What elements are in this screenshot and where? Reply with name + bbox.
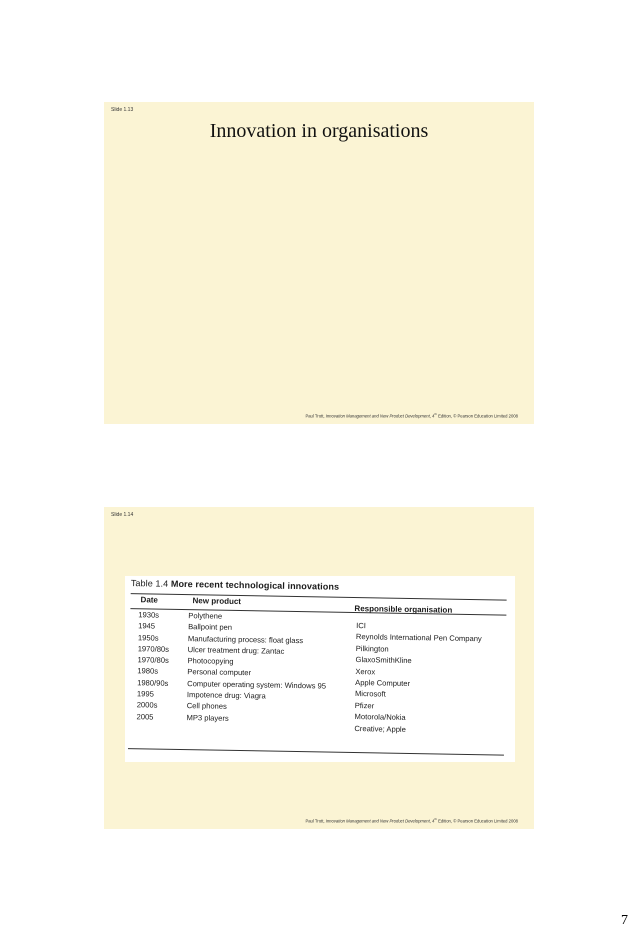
- table-cell-product: Impotence drug: Viagra: [186, 690, 266, 701]
- footer-edition-sup: th: [434, 816, 437, 821]
- table-cell-date: 1995: [136, 689, 154, 699]
- footer-book: Innovation Management and New Product Development: [325, 413, 430, 418]
- slide-number: Slide 1.14: [111, 512, 134, 518]
- table-cell-organisation: GlaxoSmithKline: [355, 655, 412, 666]
- table-caption: [131, 578, 339, 592]
- table-cell-product: Ballpoint pen: [188, 622, 233, 633]
- organisation-column: [354, 620, 482, 736]
- footer-edition-rest: Edition, © Pearson Education Limited 2008: [436, 818, 518, 823]
- innovations-table-image: [125, 576, 515, 762]
- table-cell-product: Personal computer: [187, 667, 252, 678]
- slide-footer: [305, 412, 518, 418]
- table-cell-product: Manufacturing process: float glass: [187, 633, 304, 645]
- footer-author: Paul Trott,: [305, 413, 326, 418]
- table-cell-product: Computer operating system: Windows 95: [187, 678, 327, 691]
- table-cell-organisation: Xerox: [355, 666, 376, 677]
- table-cell-date: 1945: [138, 621, 156, 631]
- footer-author: Paul Trott,: [305, 818, 326, 823]
- footer-edition-rest: Edition, © Pearson Education Limited 2008: [436, 413, 518, 418]
- table-cell-date: 1980/90s: [137, 678, 169, 688]
- footer-edition-sup: th: [434, 411, 437, 416]
- table-cell-product: Photocopying: [187, 656, 234, 667]
- slide-1-13: [104, 102, 534, 424]
- table-cell-product: Ulcer treatment drug: Zantac: [187, 644, 285, 656]
- innovations-table: [125, 576, 515, 762]
- table-cell-organisation: Pilkington: [355, 643, 389, 654]
- table-cell-date: 1970/80s: [137, 655, 169, 665]
- table-cell-date: 1930s: [138, 610, 160, 620]
- footer-edition-num: , 4: [429, 818, 435, 823]
- slide-footer: [305, 817, 518, 823]
- slide-title: Innovation in organisations: [209, 120, 429, 142]
- table-cell-organisation: Reynolds International Pen Company: [355, 632, 482, 644]
- header-date: Date: [140, 595, 159, 605]
- table-caption-text: More recent technological innovations: [170, 578, 340, 592]
- table-cell-organisation: Microsoft: [354, 689, 386, 700]
- table-cell-date: 2000s: [136, 700, 158, 710]
- footer-edition-num: , 4: [429, 413, 435, 418]
- table-cell-organisation: ICI: [356, 621, 366, 631]
- table-top-rule: [131, 593, 507, 601]
- table-cell-product: Polythene: [188, 611, 223, 621]
- page-number: 7: [621, 913, 628, 928]
- table-cell-date: 1970/80s: [137, 644, 170, 654]
- table-cell-organisation: Apple Computer: [355, 678, 411, 689]
- slide-1-14: [104, 507, 534, 829]
- table-cell-date: 1950s: [137, 632, 159, 643]
- table-cell-date: 2005: [136, 711, 154, 722]
- table-cell-product: Cell phones: [186, 701, 227, 712]
- product-column: [186, 610, 327, 725]
- table-cell-organisation: Motorola/Nokia: [354, 712, 406, 723]
- table-cell-organisation: Creative; Apple: [354, 723, 406, 734]
- table-cell-product: MP3 players: [186, 712, 229, 723]
- slide-number: Slide 1.13: [111, 107, 134, 113]
- header-organisation: Responsible organisation: [354, 604, 453, 615]
- table-cell-organisation: Pfizer: [354, 700, 375, 711]
- table-bottom-rule: [128, 748, 504, 756]
- table-caption-number: Table 1.4: [130, 578, 169, 589]
- date-column: [136, 609, 169, 722]
- table-cell-date: 1980s: [137, 666, 159, 677]
- footer-book: Innovation Management and New Product Development: [325, 818, 430, 823]
- header-product: New product: [192, 596, 242, 607]
